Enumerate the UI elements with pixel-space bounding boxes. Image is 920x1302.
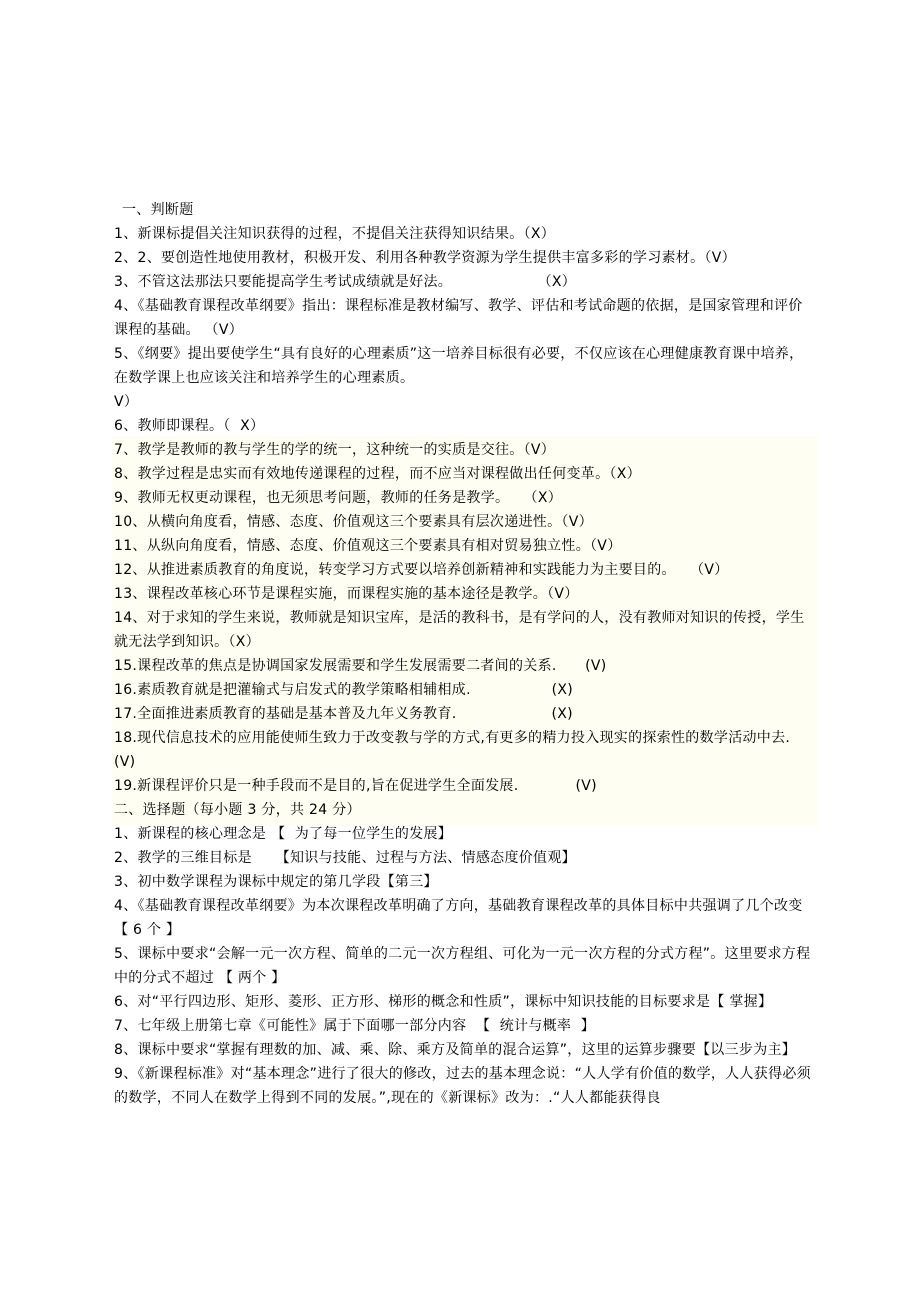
question-item: 13、课程改革核心环节是课程实施，而课程实施的基本途径是教学。（V） [114, 586, 579, 602]
question-item: 4、《基础教育课程改革纲要》为本次课程改革明确了方向，基础教育课程改革的具体目标中共强调了几个改变 【 6 个 】 [114, 898, 803, 938]
question-item: 12、从推进素质教育的角度说，转变学习方式要以培养创新精神和实践能力为主要目的。 （V） [114, 562, 729, 578]
question-item: 16.素质教育就是把灌输式与启发式的教学策略相辅相成. (X) [114, 682, 573, 698]
question-answer: V） [114, 394, 139, 410]
question-item: 6、教师即课程。（ X） [114, 418, 265, 434]
question-item: 10、从横向角度看，情感、态度、价值观这三个要素具有层次递进性。（V） [114, 514, 593, 530]
section-heading-judgement: 一、判断题 [122, 202, 194, 218]
question-item: 7、七年级上册第七章《可能性》属于下面哪一部分内容 【 统计与概率 】 [114, 1018, 596, 1034]
question-item: 2、2、要创造性地使用教材，积极开发、利用各种教学资源为学生提供丰富多彩的学习素材。（V） [114, 250, 736, 266]
document-body [114, 198, 814, 1110]
question-item: 18.现代信息技术的应用能使师生致力于改变教与学的方式,有更多的精力投入现实的探索性的数学活动中去. (V) [114, 730, 791, 770]
question-item: 1、新课标提倡关注知识获得的过程，不提倡关注获得知识结果。（X） [114, 226, 556, 242]
question-item: 3、初中数学课程为课标中规定的第几学段【第三】 [114, 874, 438, 890]
question-item: 17.全面推进素质教育的基础是基本普及九年义务教育. (X) [114, 706, 573, 722]
question-item: 19.新课程评价只是一种手段而不是目的,旨在促进学生全面发展. (V) [114, 778, 597, 794]
question-item: 2、教学的三维目标是 【知识与技能、过程与方法、情感态度价值观】 [114, 850, 576, 866]
question-item: 8、课标中要求“掌握有理数的加、减、乘、除、乘方及简单的混合运算”，这里的运算步骤要【以三步为主】 [114, 1042, 797, 1058]
question-item: 6、对“平行四边形、矩形、菱形、正方形、梯形的概念和性质”，课标中知识技能的目标要求是【 掌握】 [114, 994, 773, 1010]
section-heading-choice: 二、选择题（每小题 3 分，共 24 分） [114, 802, 361, 818]
question-item: 14、对于求知的学生来说，教师就是知识宝库，是活的教科书，是有学问的人，没有教师对知识的传授，学生就无法学到知识。（X） [114, 610, 805, 650]
question-item: 11、从纵向角度看，情感、态度、价值观这三个要素具有相对贸易独立性。（V） [114, 538, 622, 554]
question-item: 15.课程改革的焦点是协调国家发展需要和学生发展需要二者间的关系. (V) [114, 658, 607, 674]
question-item: 3、不管这法那法只要能提高学生考试成绩就是好法。 （X） [114, 274, 577, 290]
question-item: 8、教学过程是忠实而有效地传递课程的过程，而不应当对课程做出任何变革。（X） [114, 466, 641, 482]
question-item: 5、《纲要》提出要使学生“具有良好的心理素质”这一培养目标很有必要，不仅应该在心理健康教育课中培养，在数学课上也应该关注和培养学生的心理素质。 [114, 346, 804, 386]
question-item: 5、课标中要求“会解一元一次方程、简单的二元一次方程组、可化为一元一次方程的分式方程”。这里要求方程中的分式不超过 【 两个 】 [114, 946, 811, 986]
question-item: 7、教学是教师的教与学生的学的统一，这种统一的实质是交往。（V） [114, 442, 556, 458]
question-item: 9、《新课程标准》对“基本理念”进行了很大的修改，过去的基本理念说：“人人学有价值的数学，人人获得必须的数学，不同人在数学上得到不同的发展。”,现在的《新课标》改为：.“人人都能获得良 [114, 1066, 811, 1106]
question-item: 1、新课程的核心理念是 【 为了每一位学生的发展】 [114, 826, 453, 842]
question-item: 4、《基础教育课程改革纲要》指出：课程标准是教材编写、教学、评估和考试命题的依据，是国家管理和评价课程的基础。 （V） [114, 298, 803, 338]
question-item: 9、教师无权更动课程，也无须思考问题，教师的任务是教学。 （X） [114, 490, 563, 506]
